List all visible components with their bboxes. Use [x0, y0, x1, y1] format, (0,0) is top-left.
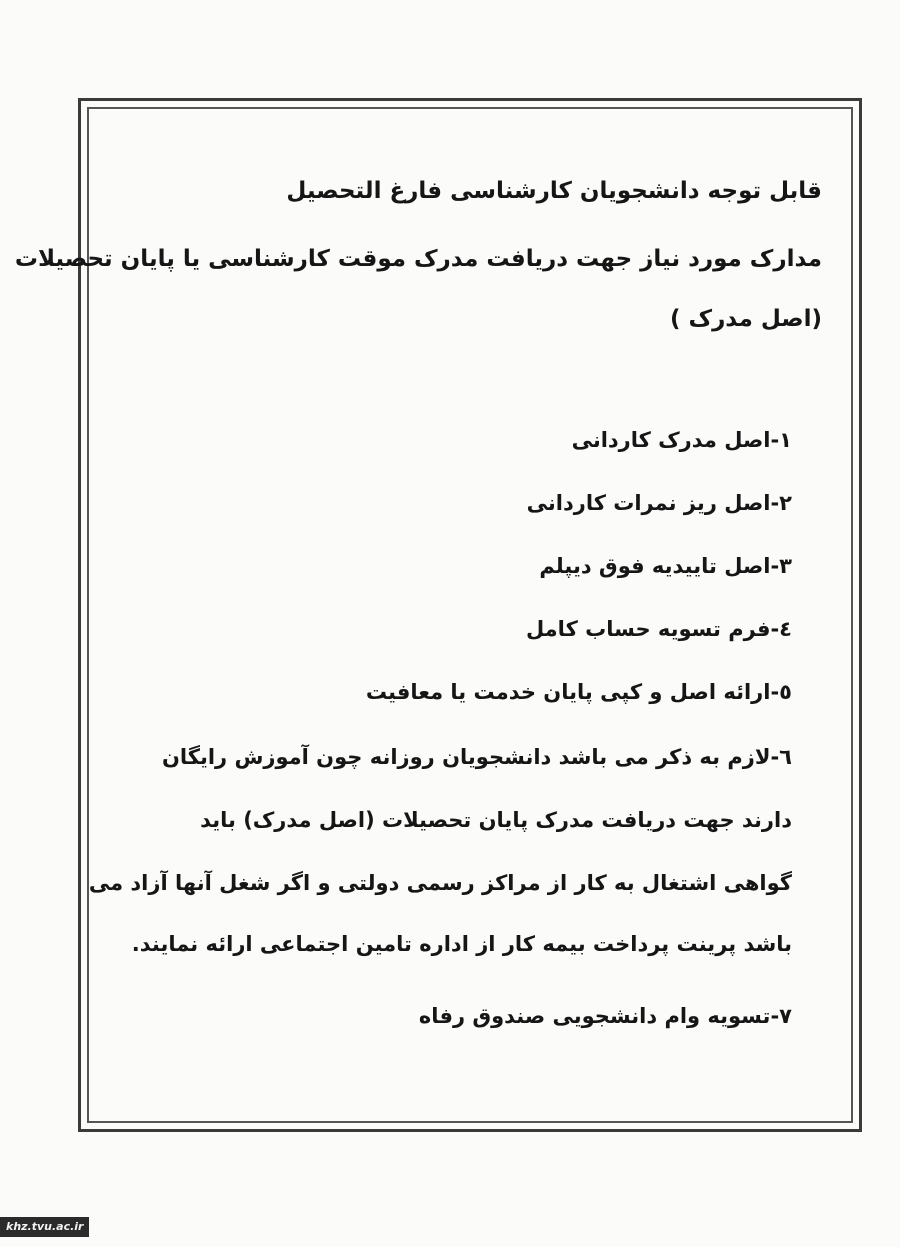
paragraph-line: باشد پرینت پرداخت بیمه کار از اداره تامین اجتماعی ارائه نمایند.	[131, 932, 792, 956]
list-item: ۷-تسویه وام دانشجویی صندوق رفاه	[418, 1004, 792, 1028]
list-item: ٥-ارائه اصل و کپی پایان خدمت یا معافیت	[365, 680, 792, 704]
notice-subtitle-note: (اصل مدرک )	[670, 306, 822, 332]
list-item: ۳-اصل تاییدیه فوق دیپلم	[539, 554, 792, 578]
list-item: ٤-فرم تسویه حساب کامل	[525, 617, 792, 641]
site-watermark: khz.tvu.ac.ir	[0, 1217, 89, 1237]
paragraph-line: ٦-لازم به ذکر می باشد دانشجویان روزانه چون آموزش رایگان	[161, 745, 792, 769]
paragraph-line: گواهی اشتغال به کار از مراکز رسمی دولتی و اگر شغل آنها آزاد می	[88, 871, 792, 895]
notice-subtitle: مدارک مورد نیاز جهت دریافت مدرک موقت کارشناسی یا پایان تحصیلات	[14, 246, 822, 272]
paragraph-line: دارند جهت دریافت مدرک پایان تحصیلات (اصل مدرک) باید	[200, 808, 792, 832]
list-item: ۱-اصل مدرک کاردانی	[571, 428, 792, 452]
notice-title: قابل توجه دانشجویان کارشناسی فارغ التحصیل	[286, 178, 822, 204]
list-item: ۲-اصل ریز نمرات کاردانی	[526, 491, 792, 515]
